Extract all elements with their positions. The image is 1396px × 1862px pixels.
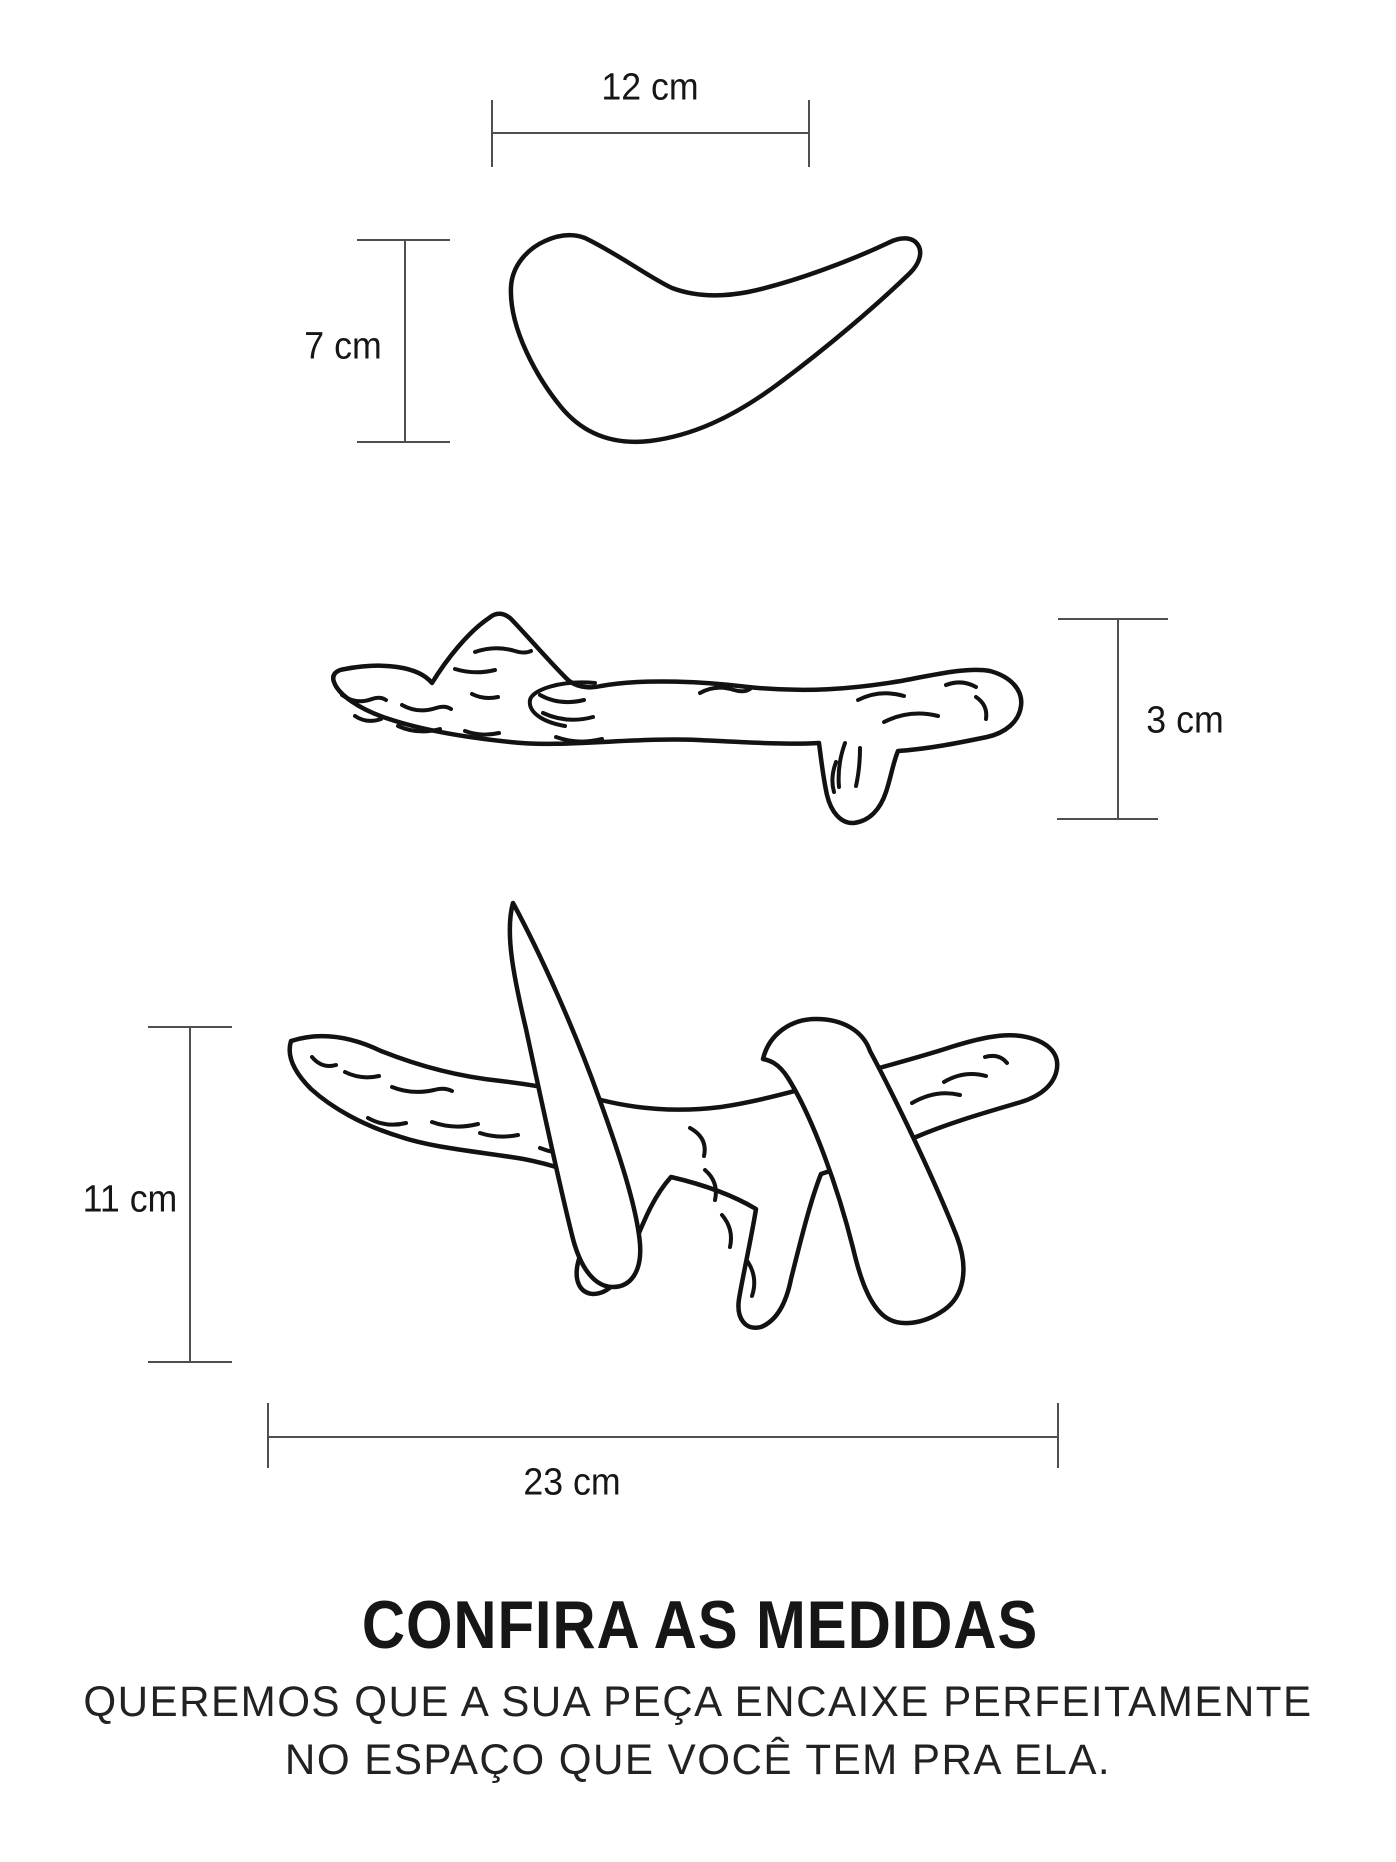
top-width-label: 12 cm (601, 66, 699, 109)
bottom-width-label: 23 cm (523, 1461, 621, 1504)
top-width-dimension-line (492, 100, 809, 167)
bottom-height-label: 11 cm (82, 1178, 178, 1221)
top-piece-outline (511, 235, 920, 442)
middle-piece-outline (333, 614, 1021, 823)
top-height-label: 7 cm (304, 325, 382, 368)
subtitle-line-1: QUEREMOS QUE A SUA PEÇA ENCAIXE PERFEITAMENTE (83, 1678, 1313, 1726)
top-piece-drawing (511, 235, 920, 442)
dimension-lines (148, 100, 1168, 1468)
bottom-piece-drawing (290, 903, 1058, 1328)
middle-piece-drawing (333, 614, 1021, 823)
bottom-width-dimension-line (268, 1403, 1058, 1468)
subtitle-line-2: NO ESPAÇO QUE VOCÊ TEM PRA ELA. (284, 1736, 1112, 1784)
middle-height-label: 3 cm (1146, 699, 1224, 742)
page-title: CONFIRA AS MEDIDAS (361, 1587, 1039, 1663)
